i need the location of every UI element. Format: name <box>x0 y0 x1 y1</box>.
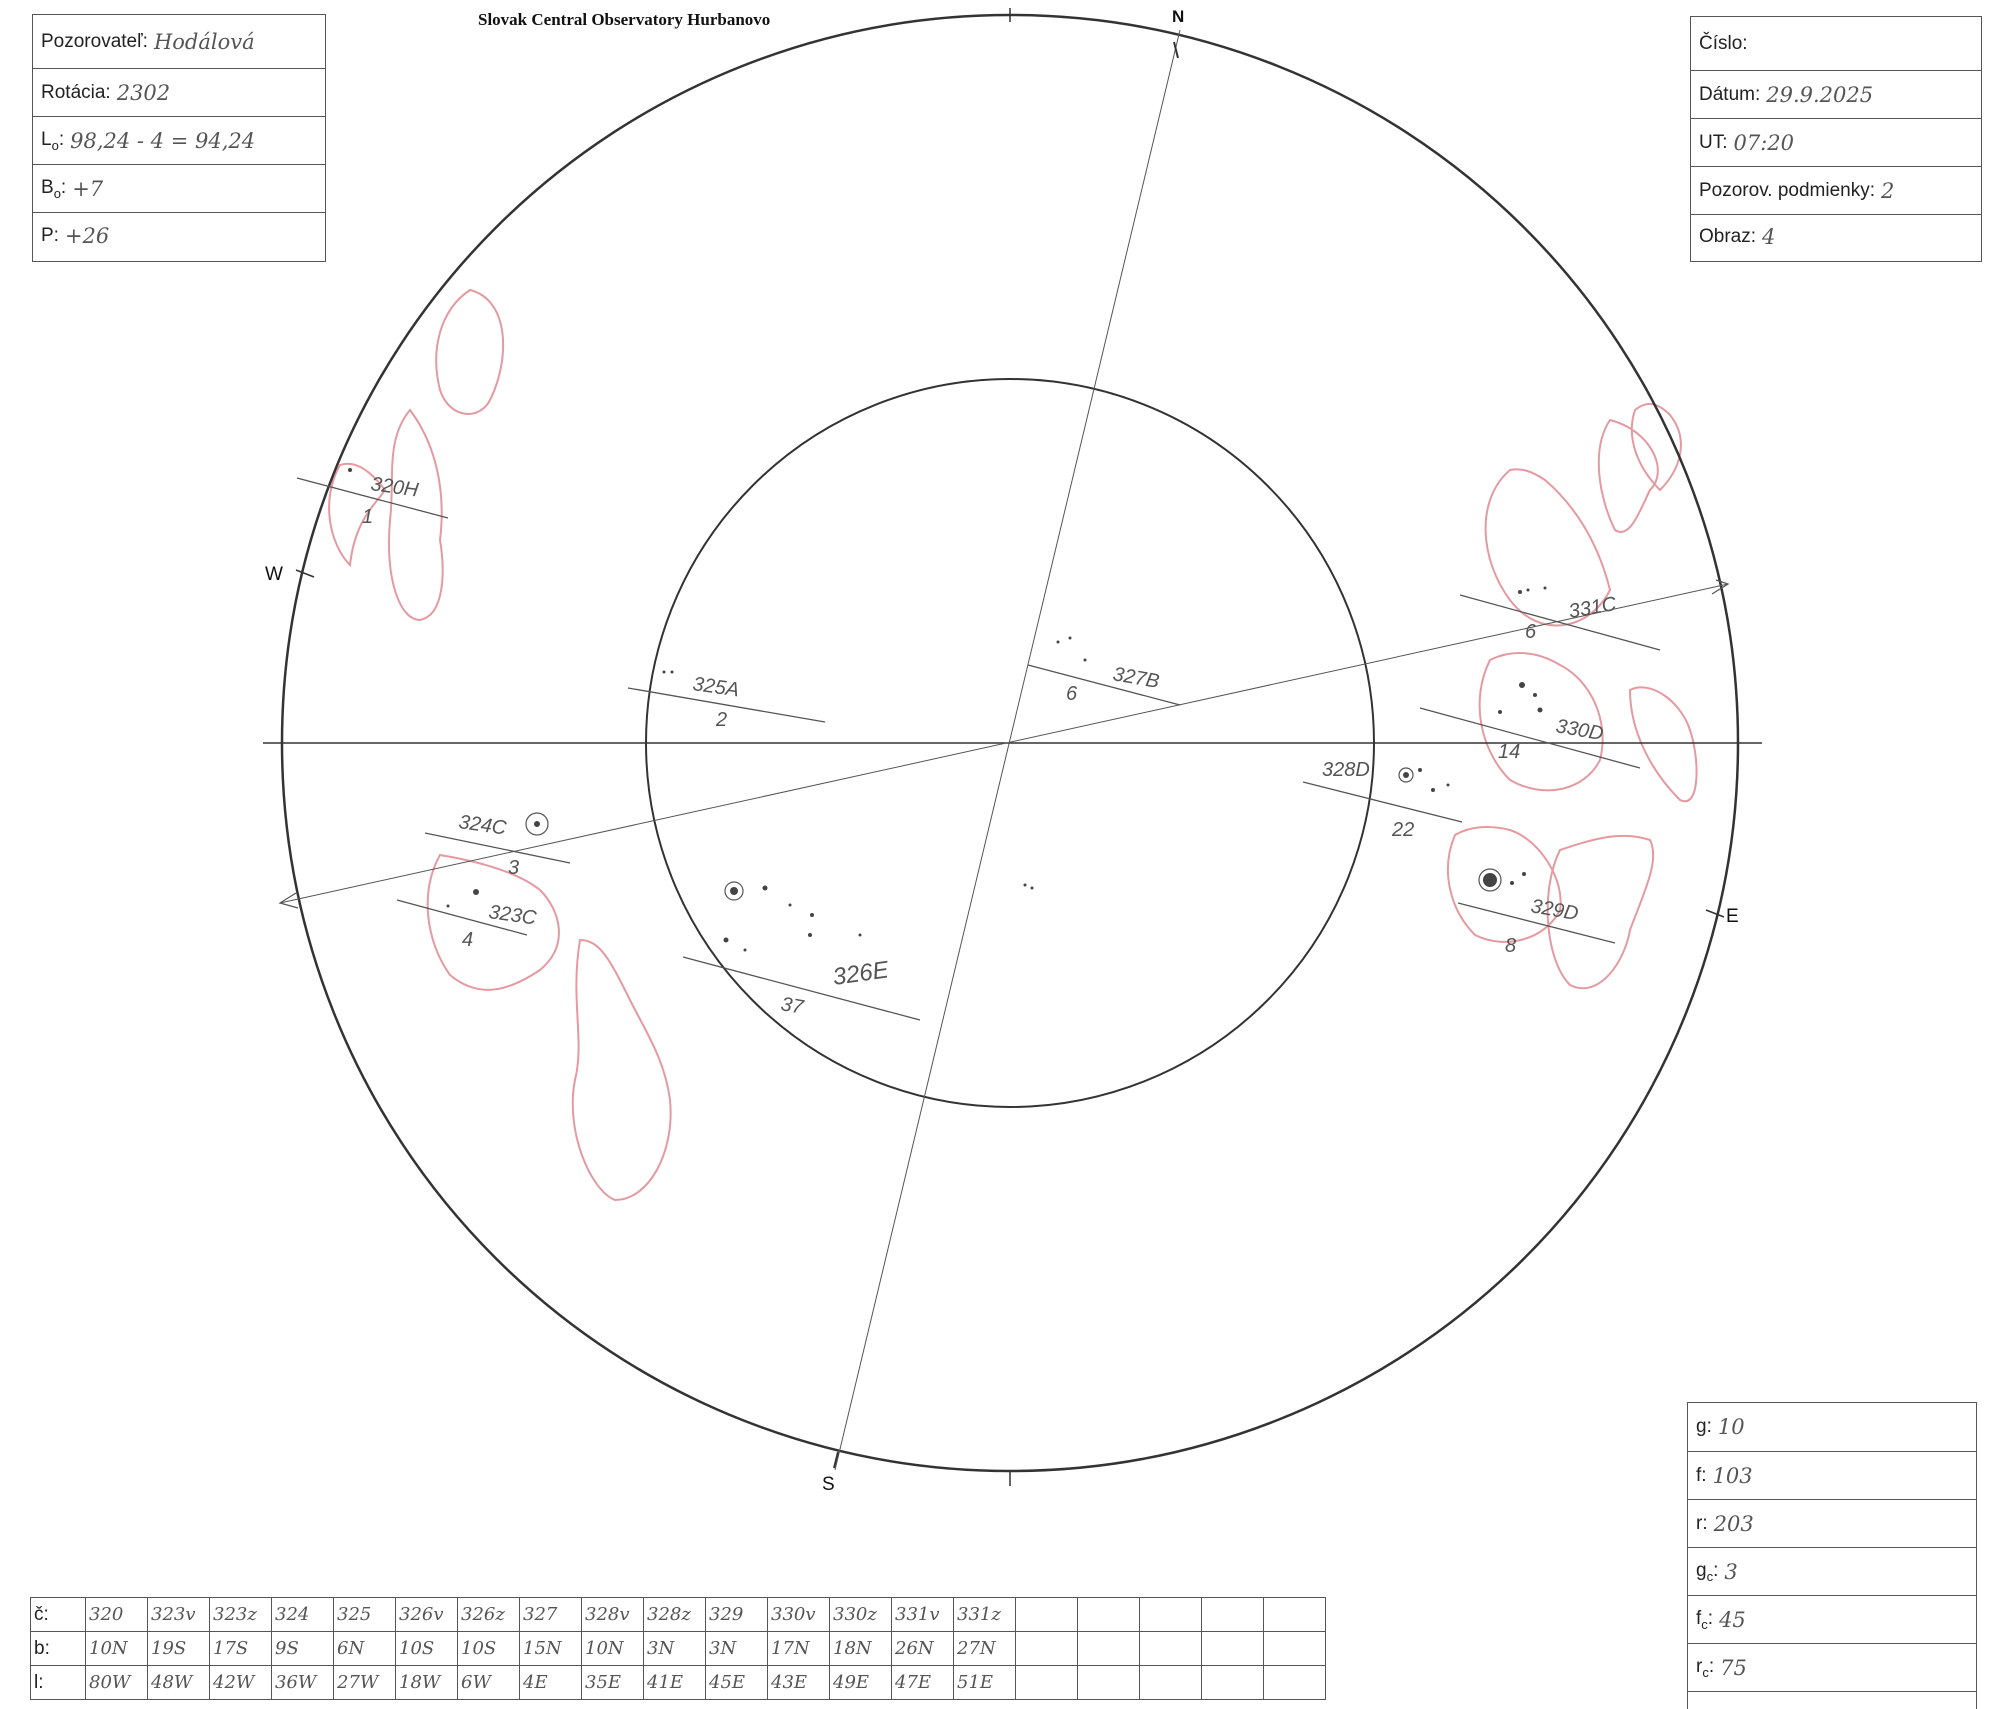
group-count: 4 <box>462 929 474 951</box>
rotation-value: 2302 <box>116 80 171 105</box>
table-cell: 329 <box>706 1598 768 1632</box>
table-cell: 3N <box>706 1632 768 1666</box>
plage-region <box>1630 687 1697 801</box>
table-cell <box>1202 1666 1264 1700</box>
table-cell: 326v <box>396 1598 458 1632</box>
f-value: 103 <box>1712 1463 1753 1488</box>
north-label: N <box>1172 7 1185 26</box>
table-cell: 47E <box>892 1666 954 1700</box>
table-cell <box>1264 1598 1326 1632</box>
table-cell: 41E <box>644 1666 706 1700</box>
gc-label: $g_c$: <box>1696 1559 1719 1584</box>
sunspot-positions-table <box>30 1597 1326 1700</box>
l0-value: 98,24 - 4 = 94,24 <box>70 128 256 153</box>
p-label: P: <box>41 225 59 246</box>
table-cell: 327 <box>520 1598 582 1632</box>
observatory-title: Slovak Central Observatory Hurbanovo <box>478 10 771 29</box>
table-cell <box>1140 1666 1202 1700</box>
table-cell: 10S <box>396 1632 458 1666</box>
table-cell: 27N <box>954 1632 1016 1666</box>
row-label: b: <box>31 1632 86 1666</box>
table-cell: 10S <box>458 1632 520 1666</box>
table-cell <box>1140 1632 1202 1666</box>
observer-value: Hodálová <box>153 29 255 54</box>
table-cell <box>1202 1632 1264 1666</box>
grid-tick <box>296 570 314 577</box>
group-count: 37 <box>779 993 805 1019</box>
number-label: Číslo: <box>1699 32 1748 54</box>
table-cell: 51E <box>954 1666 1016 1700</box>
group-count: 2 <box>716 709 728 731</box>
date-label: Dátum: <box>1699 83 1761 105</box>
group-label: 325A <box>691 673 741 702</box>
table-cell: 331z <box>954 1598 1016 1632</box>
plage-region <box>573 940 671 1200</box>
table-cell: 49E <box>830 1666 892 1700</box>
group-label: 320H <box>369 473 420 502</box>
group-count: 1 <box>362 506 374 528</box>
table-cell: 330z <box>830 1598 892 1632</box>
group-label: 330D <box>1554 715 1606 746</box>
table-cell: 80W <box>86 1666 148 1700</box>
rc-label: $r_c$: <box>1696 1655 1715 1680</box>
table-cell <box>1016 1598 1078 1632</box>
table-cell: 17S <box>210 1632 272 1666</box>
south-label: S <box>822 1474 835 1495</box>
group-number-row <box>31 1598 1326 1632</box>
group-count: 6 <box>1525 621 1537 643</box>
table-cell: 19S <box>148 1632 210 1666</box>
group-label: 329D <box>1529 895 1581 926</box>
table-cell: 328v <box>582 1598 644 1632</box>
grid-tick <box>1706 910 1724 917</box>
rc-value: 75 <box>1720 1655 1747 1680</box>
group-count: 6 <box>1066 683 1078 705</box>
longitude-row <box>31 1666 1326 1700</box>
ut-value: 07:20 <box>1733 130 1795 155</box>
table-cell: 42W <box>210 1666 272 1700</box>
table-cell <box>1078 1632 1140 1666</box>
table-cell <box>1264 1666 1326 1700</box>
table-cell: 9S <box>272 1632 334 1666</box>
table-cell: 35E <box>582 1666 644 1700</box>
l0-label: $L_o$: <box>41 128 65 153</box>
table-cell: 10N <box>86 1632 148 1666</box>
row-label: č: <box>31 1598 86 1632</box>
row-label: l: <box>31 1666 86 1700</box>
table-cell: 15N <box>520 1632 582 1666</box>
table-cell: 6N <box>334 1632 396 1666</box>
table-cell <box>1016 1666 1078 1700</box>
image-value: 4 <box>1762 225 1776 249</box>
west-arrow-icon <box>280 893 298 908</box>
table-cell: 26N <box>892 1632 954 1666</box>
table-cell <box>1202 1598 1264 1632</box>
observer-label: Pozorovateľ: <box>41 30 148 52</box>
west-label: W <box>265 564 283 585</box>
f-label: f: <box>1696 1464 1707 1486</box>
table-cell: 45E <box>706 1666 768 1700</box>
r-label: r: <box>1696 1512 1708 1534</box>
group-label: 328D <box>1322 759 1370 781</box>
rotation-axis-line <box>835 30 1180 1470</box>
g-value: 10 <box>1717 1415 1745 1439</box>
table-cell: 18N <box>830 1632 892 1666</box>
table-cell <box>1264 1632 1326 1666</box>
b0-label: $B_o$: <box>41 176 67 201</box>
image-label: Obraz: <box>1699 226 1757 247</box>
table-cell: 4E <box>520 1666 582 1700</box>
table-cell: 331v <box>892 1598 954 1632</box>
group-label: 323C <box>487 901 538 930</box>
table-cell <box>1016 1632 1078 1666</box>
r-value: 203 <box>1713 1511 1754 1536</box>
table-cell: 27W <box>334 1666 396 1700</box>
conditions-value: 2 <box>1881 178 1895 203</box>
group-label: 324C <box>457 811 508 840</box>
rotation-label: Rotácia: <box>41 81 111 103</box>
g-label: g: <box>1696 1416 1712 1437</box>
ut-label: UT: <box>1699 131 1728 153</box>
table-cell <box>1078 1598 1140 1632</box>
table-cell <box>1078 1666 1140 1700</box>
table-cell: 6W <box>458 1666 520 1700</box>
table-cell: 17N <box>768 1632 830 1666</box>
table-cell: 10N <box>582 1632 644 1666</box>
group-label: 331C <box>1567 592 1618 623</box>
date-value: 29.9.2025 <box>1766 82 1874 107</box>
group-count: 8 <box>1505 935 1517 957</box>
group-label: 327B <box>1111 663 1161 694</box>
group-count: 22 <box>1392 819 1415 841</box>
fc-label: $f_c$: <box>1696 1607 1714 1632</box>
plage-regions <box>329 290 1696 1200</box>
table-cell: 48W <box>148 1666 210 1700</box>
table-cell: 328z <box>644 1598 706 1632</box>
table-cell: 320 <box>86 1598 148 1632</box>
gc-value: 3 <box>1724 1559 1738 1584</box>
latitude-row <box>31 1632 1326 1666</box>
table-cell: 18W <box>396 1666 458 1700</box>
conditions-label: Pozorov. podmienky: <box>1699 179 1876 201</box>
table-cell: 323v <box>148 1598 210 1632</box>
b0-value: +7 <box>72 176 104 201</box>
east-label: E <box>1726 906 1739 927</box>
grid-tick <box>1174 42 1178 58</box>
group-count: 3 <box>508 857 520 879</box>
table-cell: 325 <box>334 1598 396 1632</box>
group-count: 14 <box>1498 741 1521 763</box>
sunspot-dots <box>348 468 1547 952</box>
table-cell: 43E <box>768 1666 830 1700</box>
plage-region <box>436 290 503 414</box>
table-cell: 3N <box>644 1632 706 1666</box>
table-cell: 326z <box>458 1598 520 1632</box>
table-cell: 324 <box>272 1598 334 1632</box>
table-cell: 323z <box>210 1598 272 1632</box>
table-cell: 36W <box>272 1666 334 1700</box>
table-cell: 330v <box>768 1598 830 1632</box>
p-value: +26 <box>64 224 110 248</box>
fc-value: 45 <box>1719 1607 1746 1632</box>
group-label: 326E <box>831 956 891 991</box>
table-cell <box>1140 1598 1202 1632</box>
